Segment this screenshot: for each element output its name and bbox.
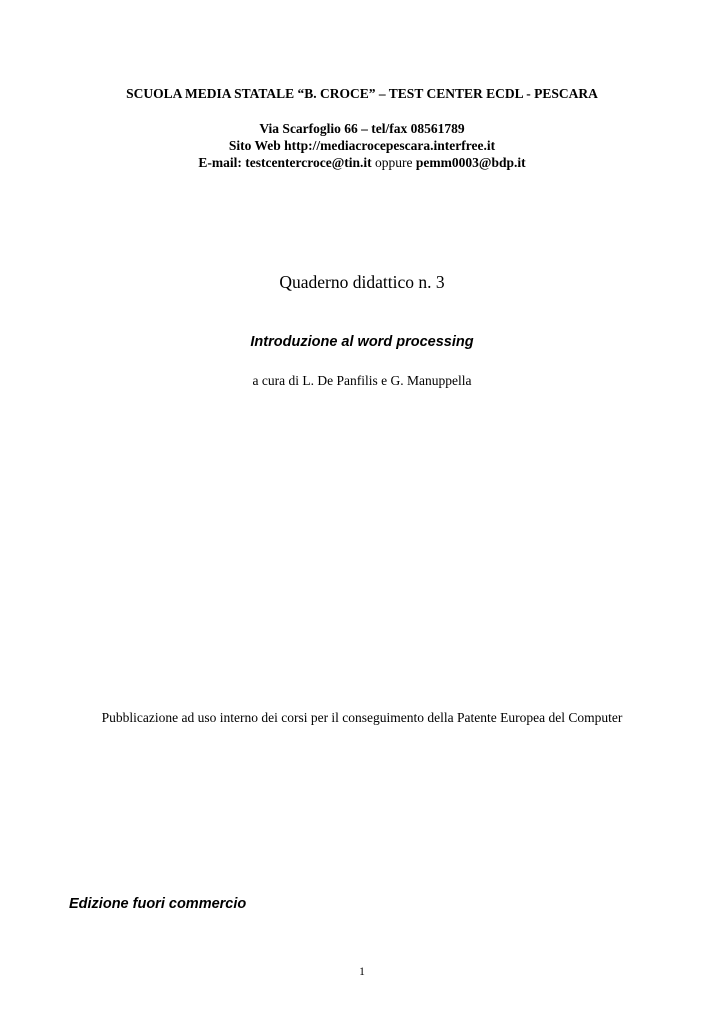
address-line: Via Scarfoglio 66 – tel/fax 08561789	[259, 121, 465, 136]
website-line: Sito Web http://mediacrocepescara.interfree.it	[228, 138, 496, 153]
email-line	[0, 155, 724, 171]
email-primary: E-mail: testcentercroce@tin.it	[198, 155, 372, 170]
document-title: Quaderno didattico n. 3	[279, 272, 445, 292]
document-subtitle: Introduzione al word processing	[250, 334, 474, 350]
page-number: 1	[359, 966, 365, 978]
email-connector: oppure	[375, 155, 413, 170]
authors-line: a cura di L. De Panfilis e G. Manuppella	[252, 373, 472, 388]
email-alternate: pemm0003@bdp.it	[415, 155, 526, 170]
school-heading: SCUOLA MEDIA STATALE “B. CROCE” – TEST CENTER ECDL - PESCARA	[126, 86, 598, 101]
edition-note: Edizione fuori commercio	[69, 896, 247, 912]
publication-note: Pubblicazione ad uso interno dei corsi per il conseguimento della Patente Europea del Computer	[101, 710, 623, 725]
